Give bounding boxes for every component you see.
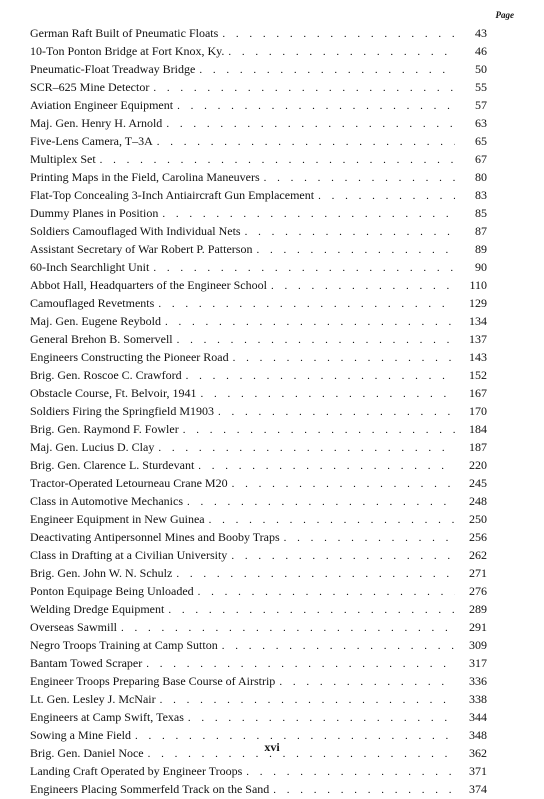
entry-page-number: 90 xyxy=(475,260,487,274)
list-item xyxy=(30,708,487,726)
dot-leader xyxy=(222,637,455,655)
list-item xyxy=(30,348,487,366)
dot-leader xyxy=(218,403,455,421)
dot-leader xyxy=(168,601,455,619)
entry-title: Maj. Gen. Henry H. Arnold xyxy=(30,116,163,130)
entry-title: Five-Lens Camera, T–3A xyxy=(30,134,153,148)
dot-leader xyxy=(318,187,455,205)
entry-page-number: 87 xyxy=(475,224,487,238)
entry-page-number: 374 xyxy=(469,782,487,796)
dot-leader xyxy=(246,763,455,781)
page-column-header: Page xyxy=(495,10,514,20)
list-item xyxy=(30,312,487,330)
entry-page-number: 89 xyxy=(475,242,487,256)
entry-page-number: 83 xyxy=(475,188,487,202)
dot-leader xyxy=(284,529,455,547)
dot-leader xyxy=(188,709,455,727)
dot-leader xyxy=(264,169,455,187)
entry-page-number: 43 xyxy=(475,26,487,40)
dot-leader xyxy=(166,115,455,133)
dot-leader xyxy=(209,511,455,529)
entry-title: SCR–625 Mine Detector xyxy=(30,80,150,94)
list-item xyxy=(30,672,487,690)
entry-title: 10-Ton Ponton Bridge at Fort Knox, Ky. xyxy=(30,44,225,58)
entry-page-number: 65 xyxy=(475,134,487,148)
list-item xyxy=(30,330,487,348)
list-item xyxy=(30,780,487,798)
entry-title: Abbot Hall, Headquarters of the Engineer School xyxy=(30,278,267,292)
list-item xyxy=(30,294,487,312)
entry-title: Aviation Engineer Equipment xyxy=(30,98,174,112)
list-item xyxy=(30,438,487,456)
entry-title: Maj. Gen. Eugene Reybold xyxy=(30,314,161,328)
dot-leader xyxy=(165,313,455,331)
entry-title: Brig. Gen. John W. N. Schulz xyxy=(30,566,173,580)
entry-page-number: 143 xyxy=(469,350,487,364)
entry-title: Engineers at Camp Swift, Texas xyxy=(30,710,184,724)
list-item xyxy=(30,456,487,474)
entry-title: Engineer Equipment in New Guinea xyxy=(30,512,205,526)
entry-page-number: 262 xyxy=(469,548,487,562)
entry-title: 60-Inch Searchlight Unit xyxy=(30,260,150,274)
entry-page-number: 55 xyxy=(475,80,487,94)
entry-page-number: 309 xyxy=(469,638,487,652)
list-item xyxy=(30,150,487,168)
entry-page-number: 348 xyxy=(469,728,487,742)
list-item xyxy=(30,186,487,204)
entry-page-number: 317 xyxy=(469,656,487,670)
entry-title: Lt. Gen. Lesley J. McNair xyxy=(30,692,156,706)
entry-title: Negro Troops Training at Camp Sutton xyxy=(30,638,218,652)
entry-page-number: 220 xyxy=(469,458,487,472)
entry-title: Flat-Top Concealing 3-Inch Antiaircraft Gun Emplacement xyxy=(30,188,315,202)
entry-page-number: 248 xyxy=(469,494,487,508)
entry-page-number: 362 xyxy=(469,746,487,760)
list-item xyxy=(30,96,487,114)
list-item xyxy=(30,492,487,510)
entry-page-number: 57 xyxy=(475,98,487,112)
entry-page-number: 291 xyxy=(469,620,487,634)
entry-title: Engineers Constructing the Pioneer Road xyxy=(30,350,229,364)
entry-title: Printing Maps in the Field, Carolina Maneuvers xyxy=(30,170,260,184)
dot-leader xyxy=(199,61,455,79)
dot-leader xyxy=(245,223,455,241)
entry-title: Assistant Secretary of War Robert P. Patterson xyxy=(30,242,253,256)
entry-page-number: 137 xyxy=(469,332,487,346)
entry-title: Pneumatic-Float Treadway Bridge xyxy=(30,62,196,76)
list-item xyxy=(30,582,487,600)
entry-page-number: 271 xyxy=(469,566,487,580)
list-item xyxy=(30,402,487,420)
entry-title: Soldiers Firing the Springfield M1903 xyxy=(30,404,214,418)
list-item xyxy=(30,690,487,708)
entry-page-number: 85 xyxy=(475,206,487,220)
dot-leader xyxy=(233,349,455,367)
entry-title: Tractor-Operated Letourneau Crane M20 xyxy=(30,476,228,490)
entry-page-number: 134 xyxy=(469,314,487,328)
entry-title: Engineers Placing Sommerfeld Track on the Sand xyxy=(30,782,270,796)
entry-title: Class in Drafting at a Civilian University xyxy=(30,548,228,562)
entry-title: Brig. Gen. Raymond F. Fowler xyxy=(30,422,179,436)
page-number: xvi xyxy=(264,740,280,754)
entry-page-number: 256 xyxy=(469,530,487,544)
dot-leader xyxy=(146,655,455,673)
entry-title: Obstacle Course, Ft. Belvoir, 1941 xyxy=(30,386,197,400)
list-item xyxy=(30,78,487,96)
dot-leader xyxy=(121,619,455,637)
entry-title: Ponton Equipage Being Unloaded xyxy=(30,584,194,598)
entry-page-number: 63 xyxy=(475,116,487,130)
entry-page-number: 110 xyxy=(469,278,487,292)
list-item xyxy=(30,258,487,276)
dot-leader xyxy=(177,97,455,115)
entry-page-number: 50 xyxy=(475,62,487,76)
entry-page-number: 170 xyxy=(469,404,487,418)
dot-leader xyxy=(187,493,455,511)
entry-title: Brig. Gen. Daniel Noce xyxy=(30,746,144,760)
list-item xyxy=(30,528,487,546)
list-item xyxy=(30,654,487,672)
entry-title: General Brehon B. Somervell xyxy=(30,332,173,346)
list-item xyxy=(30,600,487,618)
entry-page-number: 336 xyxy=(469,674,487,688)
entry-page-number: 276 xyxy=(469,584,487,598)
entry-title: Sowing a Mine Field xyxy=(30,728,131,742)
list-item xyxy=(30,240,487,258)
list-item xyxy=(30,276,487,294)
list-item xyxy=(30,132,487,150)
entry-title: Welding Dredge Equipment xyxy=(30,602,165,616)
list-item xyxy=(30,204,487,222)
entry-title: Multiplex Set xyxy=(30,152,96,166)
entry-page-number: 289 xyxy=(469,602,487,616)
entry-title: Dummy Planes in Position xyxy=(30,206,159,220)
dot-leader xyxy=(222,25,455,43)
entry-title: Overseas Sawmill xyxy=(30,620,117,634)
dot-leader xyxy=(273,781,455,799)
dot-leader xyxy=(186,367,455,385)
entry-page-number: 371 xyxy=(469,764,487,778)
entry-title: Landing Craft Operated by Engineer Troops xyxy=(30,764,243,778)
dot-leader xyxy=(162,205,455,223)
list-item xyxy=(30,510,487,528)
dot-leader xyxy=(176,565,455,583)
list-item xyxy=(30,546,487,564)
entry-page-number: 250 xyxy=(469,512,487,526)
list-item xyxy=(30,60,487,78)
list-item xyxy=(30,114,487,132)
entry-title: Engineer Troops Preparing Base Course of Airstrip xyxy=(30,674,276,688)
list-item xyxy=(30,420,487,438)
list-item xyxy=(30,222,487,240)
dot-leader xyxy=(228,43,455,61)
dot-leader xyxy=(198,457,455,475)
list-item xyxy=(30,384,487,402)
entry-title: Maj. Gen. Lucius D. Clay xyxy=(30,440,155,454)
list-item xyxy=(30,24,487,42)
entry-page-number: 67 xyxy=(475,152,487,166)
entry-page-number: 344 xyxy=(469,710,487,724)
dot-leader xyxy=(100,151,455,169)
entry-title: Camouflaged Revetments xyxy=(30,296,155,310)
illustrations-list xyxy=(30,24,487,798)
entry-page-number: 46 xyxy=(475,44,487,58)
entry-page-number: 167 xyxy=(469,386,487,400)
entry-page-number: 129 xyxy=(469,296,487,310)
dot-leader xyxy=(232,475,455,493)
list-item xyxy=(30,636,487,654)
list-item xyxy=(30,762,487,780)
entry-page-number: 152 xyxy=(469,368,487,382)
entry-page-number: 184 xyxy=(469,422,487,436)
dot-leader xyxy=(153,79,455,97)
list-item xyxy=(30,168,487,186)
dot-leader xyxy=(256,241,455,259)
entry-title: Brig. Gen. Clarence L. Sturdevant xyxy=(30,458,195,472)
list-item xyxy=(30,42,487,60)
entry-title: Class in Automotive Mechanics xyxy=(30,494,183,508)
dot-leader xyxy=(271,277,455,295)
list-item xyxy=(30,366,487,384)
dot-leader xyxy=(279,673,455,691)
list-item xyxy=(30,618,487,636)
entry-title: Bantam Towed Scraper xyxy=(30,656,143,670)
entry-title: German Raft Built of Pneumatic Floats xyxy=(30,26,219,40)
list-item xyxy=(30,564,487,582)
entry-page-number: 245 xyxy=(469,476,487,490)
dot-leader xyxy=(158,439,455,457)
dot-leader xyxy=(177,331,455,349)
dot-leader xyxy=(160,691,455,709)
entry-title: Brig. Gen. Roscoe C. Crawford xyxy=(30,368,182,382)
dot-leader xyxy=(198,583,455,601)
dot-leader xyxy=(183,421,455,439)
entry-title: Soldiers Camouflaged With Individual Nets xyxy=(30,224,241,238)
entry-title: Deactivating Antipersonnel Mines and Booby Traps xyxy=(30,530,280,544)
dot-leader xyxy=(157,133,455,151)
dot-leader xyxy=(158,295,455,313)
dot-leader xyxy=(231,547,455,565)
entry-page-number: 187 xyxy=(469,440,487,454)
dot-leader xyxy=(201,385,456,403)
dot-leader xyxy=(153,259,455,277)
entry-page-number: 338 xyxy=(469,692,487,706)
entry-page-number: 80 xyxy=(475,170,487,184)
list-item xyxy=(30,474,487,492)
